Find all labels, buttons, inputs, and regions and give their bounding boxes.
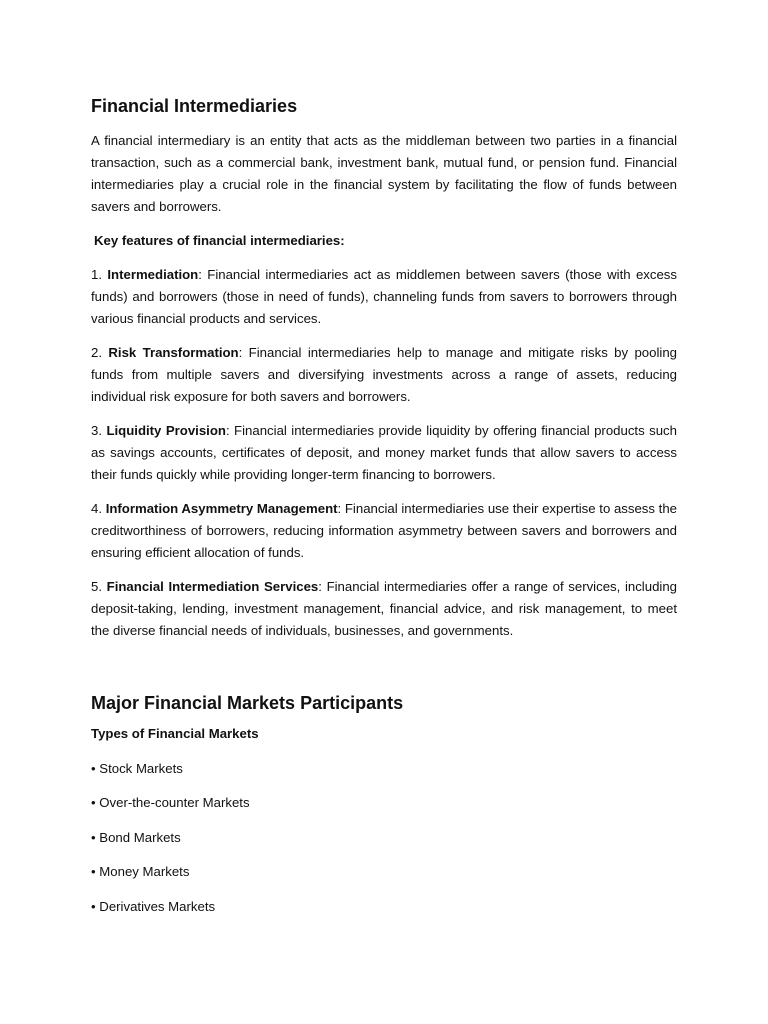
feature-text: : Financial intermediaries use their expertise to assess the creditworthiness of borrowers, reducing information asymmetry between savers and borrowers and ensuring efficient allocation of funds.	[91, 501, 678, 560]
list-item: • Over-the-counter Markets	[91, 795, 250, 810]
feature-number: 1.	[91, 267, 102, 282]
intro-paragraph: A financial intermediary is an entity that acts as the middleman between two parties in a financial transaction, such as a commercial bank, investment bank, mutual fund, or pension fund. Financial intermediaries play a crucial role in the financial system by facilitating the flow of funds between savers and borrowers.	[91, 133, 677, 214]
list-item: • Derivatives Markets	[91, 898, 216, 914]
feature-item-intermediation	[91, 264, 677, 330]
feature-term: Intermediation	[107, 267, 199, 282]
feature-text: : Financial intermediaries help to manage and mitigate risks by pooling funds from multiple savers and diversifying investments across a range of assets, reducing individual risk exposure for both savers and borrowers.	[91, 345, 678, 404]
feature-term: Information Asymmetry Management	[105, 501, 338, 516]
feature-number: 5.	[91, 579, 102, 594]
section-title-financial-intermediaries: Financial Intermediaries	[91, 96, 298, 116]
bullet-icon: •	[91, 795, 96, 810]
bullet-icon: •	[91, 898, 96, 914]
feature-term: Risk Transformation	[108, 345, 239, 360]
feature-number: 2.	[91, 345, 102, 360]
list-item: • Bond Markets	[91, 829, 181, 845]
feature-item-information-asymmetry	[91, 498, 677, 564]
feature-number: 4.	[91, 501, 102, 516]
feature-term: Liquidity Provision	[106, 423, 226, 438]
feature-text: : Financial intermediaries provide liquidity by offering financial products such as savings accounts, certificates of deposit, and money market funds that allow savers to access their funds quickly while providing longer-term financing to borrowers.	[91, 423, 677, 482]
feature-item-liquidity-provision	[91, 420, 677, 486]
feature-number: 3.	[91, 423, 102, 438]
key-features-heading: Key features of financial intermediaries:	[94, 233, 345, 248]
feature-text: : Financial intermediaries offer a range of services, including deposit-taking, lending, investment management, financial advice, and risk management, to meet the diverse financial needs of individuals, businesses, and governments.	[91, 579, 678, 638]
types-of-markets-heading: Types of Financial Markets	[91, 726, 259, 741]
feature-text: : Financial intermediaries act as middlemen between savers (those with excess funds) and borrowers (those in need of funds), channeling funds from savers to borrowers through various financial products and services.	[91, 267, 677, 326]
feature-item-risk-transformation	[91, 342, 677, 408]
section-title-major-financial-markets: Major Financial Markets Participants	[91, 693, 404, 713]
markets-list	[91, 758, 677, 918]
list-item: • Stock Markets	[91, 760, 183, 776]
document-content	[91, 92, 677, 918]
bullet-icon: •	[91, 760, 96, 776]
feature-term: Financial Intermediation Services	[106, 579, 319, 594]
feature-item-intermediation-services	[91, 576, 677, 642]
bullet-icon: •	[91, 864, 96, 879]
list-item: • Money Markets	[91, 864, 190, 879]
bullet-icon: •	[91, 829, 96, 845]
